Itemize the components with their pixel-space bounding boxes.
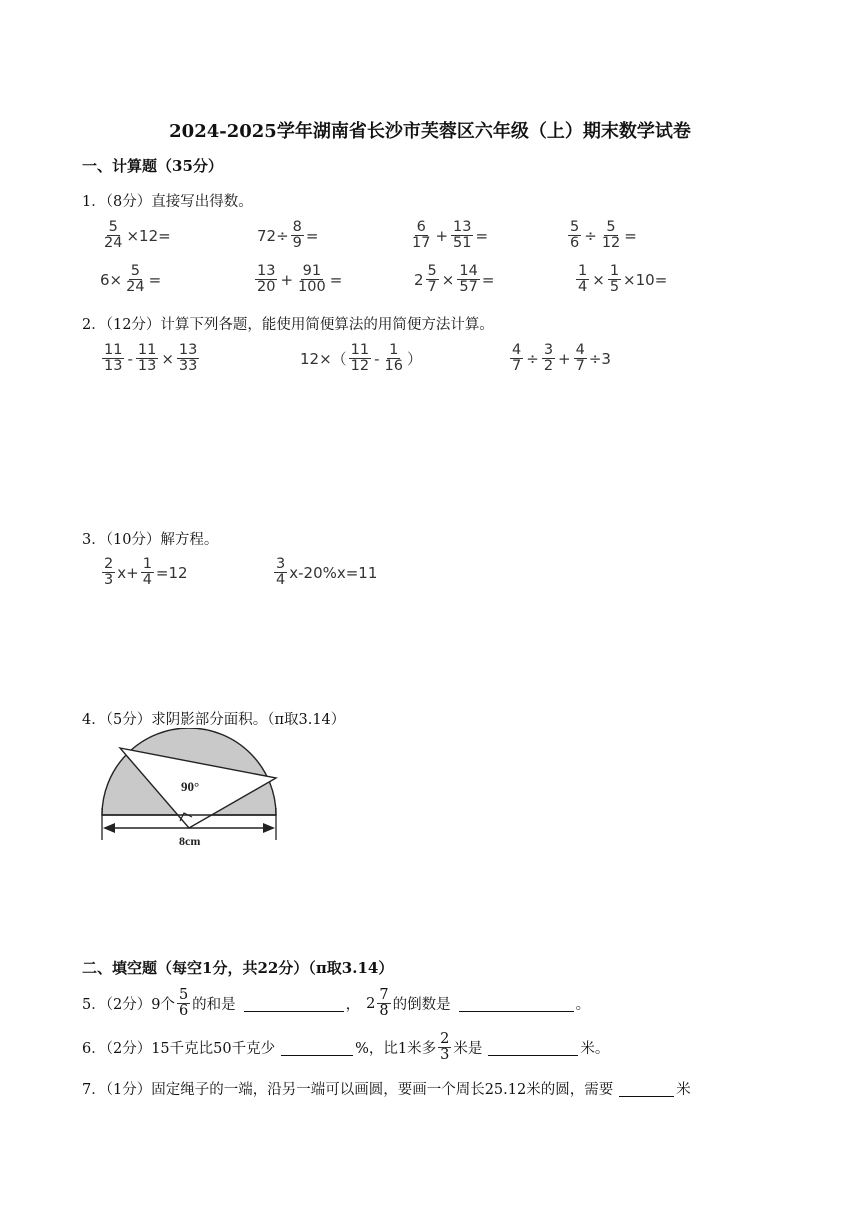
q1-expr-8: $\frac{1}{4}$ × $\frac{1}{5}$ ×10= bbox=[578, 263, 668, 296]
dimension-label: 8cm bbox=[179, 834, 201, 848]
question-1-label: 1．（8分）直接写出得数。 bbox=[82, 194, 253, 210]
q3-equation-2: $\frac{3}{4}$ x-20%x=11 bbox=[276, 556, 378, 589]
angle-label: 90° bbox=[181, 779, 200, 794]
q2-expr-3: $\frac{4}{7}$ ÷ $\frac{3}{2}$ + $\frac{4}{7}$ ÷3 bbox=[512, 342, 611, 375]
answer-blank-7[interactable] bbox=[619, 1080, 674, 1097]
q3-equation-1: $\frac{2}{3}$ x+ $\frac{1}{4}$ =12 bbox=[104, 556, 188, 589]
q1-expr-7: 2 $\frac{5}{7}$ × $\frac{14}{57}$ = bbox=[414, 263, 495, 296]
question-5: 5．（2分）9个 $\frac{5}{6}$ 的和是 ， 2 $\frac{7}{8}$ 的倒数是 。 bbox=[82, 987, 591, 1020]
page-title: 2024-2025学年湖南省长沙市芙蓉区六年级（上）期末数学试卷 bbox=[169, 121, 691, 142]
question-2-label: 2．（12分）计算下列各题，能使用简便算法的用简便方法计算。 bbox=[82, 317, 494, 333]
section-heading-calculation: 一、计算题（35分） bbox=[82, 157, 223, 175]
question-7: 7．（1分）固定绳子的一端，沿另一端可以画圆，要画一个周长25.12米的圆，需要 米 bbox=[82, 1082, 691, 1098]
q2-expr-1: $\frac{11}{13}$ - $\frac{11}{13}$ × $\frac{13}{33}$ bbox=[104, 342, 198, 375]
question-3-label: 3．（10分）解方程。 bbox=[82, 532, 219, 548]
section-heading-fill-in: 二、填空题（每空1分，共22分）（π取3.14） bbox=[82, 959, 394, 977]
answer-blank-6a[interactable] bbox=[281, 1039, 353, 1056]
answer-blank-6b[interactable] bbox=[488, 1039, 578, 1056]
question-4-label: 4．（5分）求阴影部分面积。（π取3.14） bbox=[82, 712, 346, 728]
q1-expr-5: 6× $\frac{5}{24}$ = bbox=[100, 263, 162, 296]
q1-expr-4: $\frac{5}{6}$ ÷ $\frac{5}{12}$ = bbox=[570, 219, 637, 252]
answer-blank-5b[interactable] bbox=[459, 995, 574, 1012]
q1-expr-6: $\frac{13}{20}$ + $\frac{91}{100}$ = bbox=[257, 263, 343, 296]
question-6: 6．（2分）15千克比50千克少 %，比1米多 $\frac{2}{3}$ 米是 米。 bbox=[82, 1031, 610, 1064]
answer-blank-5a[interactable] bbox=[244, 995, 344, 1012]
q2-expr-2: 12×（ $\frac{11}{12}$ - $\frac{1}{16}$ ） bbox=[300, 342, 422, 375]
q1-expr-3: $\frac{6}{17}$ + $\frac{13}{51}$ = bbox=[412, 219, 489, 252]
semicircle-figure bbox=[95, 728, 285, 853]
q1-expr-1: $\frac{5}{24}$ ×12= bbox=[104, 219, 171, 252]
q1-expr-2: 72÷ $\frac{8}{9}$ = bbox=[257, 219, 319, 252]
